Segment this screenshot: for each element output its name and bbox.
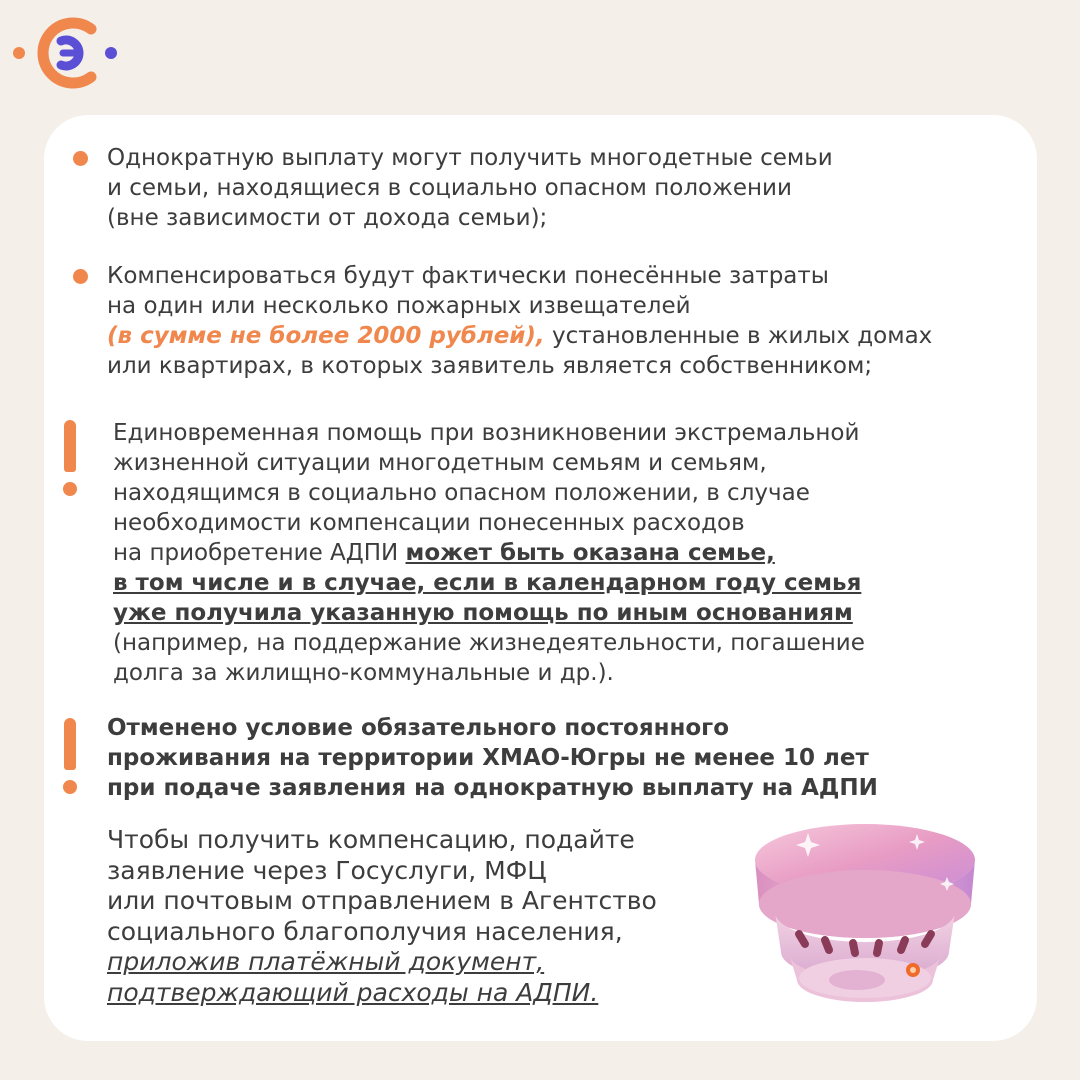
- emphasis-text: уже получила указанную помощь по иным основаниям: [113, 600, 853, 626]
- amount-highlight: (в сумме не более 2000 рублей),: [107, 323, 545, 349]
- agency-logo-icon: [8, 6, 118, 96]
- emphasis-text: может быть оказана семье,: [405, 540, 775, 566]
- text-line: Отменено условие обязательного постоянного: [107, 715, 729, 741]
- text-line: или почтовым отправлением в Агентство: [107, 886, 657, 915]
- text-line: установленные в жилых домах: [544, 323, 933, 349]
- bullet-dot-icon: [73, 151, 88, 166]
- text-line: (например, на поддержание жизнедеятельности, погашение: [113, 630, 865, 656]
- text-line: Однократную выплату могут получить многодетные семьи: [107, 145, 833, 171]
- notice-paragraph-2: [107, 713, 878, 803]
- bullet-dot-icon: [73, 269, 88, 284]
- text-line: Чтобы получить компенсацию, подайте: [107, 825, 635, 854]
- text-line: социального благополучия населения,: [107, 916, 623, 946]
- exclamation-icon: [61, 420, 79, 498]
- text-line: при подаче заявления на однократную выплату на АДПИ: [107, 775, 878, 801]
- text-line: необходимости компенсации понесенных расходов: [113, 510, 745, 536]
- text-line: или квартирах, в которых заявитель является собственником;: [107, 353, 873, 379]
- text-line: заявление через Госуслуги, МФЦ: [107, 855, 547, 885]
- text-line: жизненной ситуации многодетным семьям и семьям,: [113, 450, 767, 476]
- text-line: и семьи, находящиеся в социально опасном положении: [107, 175, 792, 201]
- bullet-paragraph-2: [107, 261, 932, 381]
- text-line: на один или несколько пожарных извещателей: [107, 293, 691, 319]
- final-paragraph: [107, 825, 657, 1008]
- bullet-paragraph-1: [107, 143, 833, 233]
- emphasis-text: приложив платёжный документ,: [107, 947, 545, 976]
- smoke-detector-icon: [745, 812, 985, 1012]
- text-line: (вне зависимости от дохода семьи);: [107, 205, 548, 231]
- text-line: Единовременная помощь при возникновении экстремальной: [113, 420, 860, 446]
- emphasis-text: подтверждающий расходы на АДПИ.: [107, 977, 599, 1007]
- exclamation-icon: [61, 718, 79, 796]
- notice-paragraph-1: [113, 418, 865, 688]
- text-line: на приобретение АДПИ: [113, 540, 406, 566]
- text-line: долга за жилищно-коммунальные и др.).: [113, 660, 614, 686]
- text-line: Компенсироваться будут фактически понесённые затраты: [107, 263, 829, 289]
- text-line: находящимся в социально опасном положении, в случае: [113, 480, 810, 506]
- text-line: проживания на территории ХМАО-Югры не менее 10 лет: [107, 745, 869, 771]
- emphasis-text: в том числе и в случае, если в календарном году семья: [113, 570, 862, 596]
